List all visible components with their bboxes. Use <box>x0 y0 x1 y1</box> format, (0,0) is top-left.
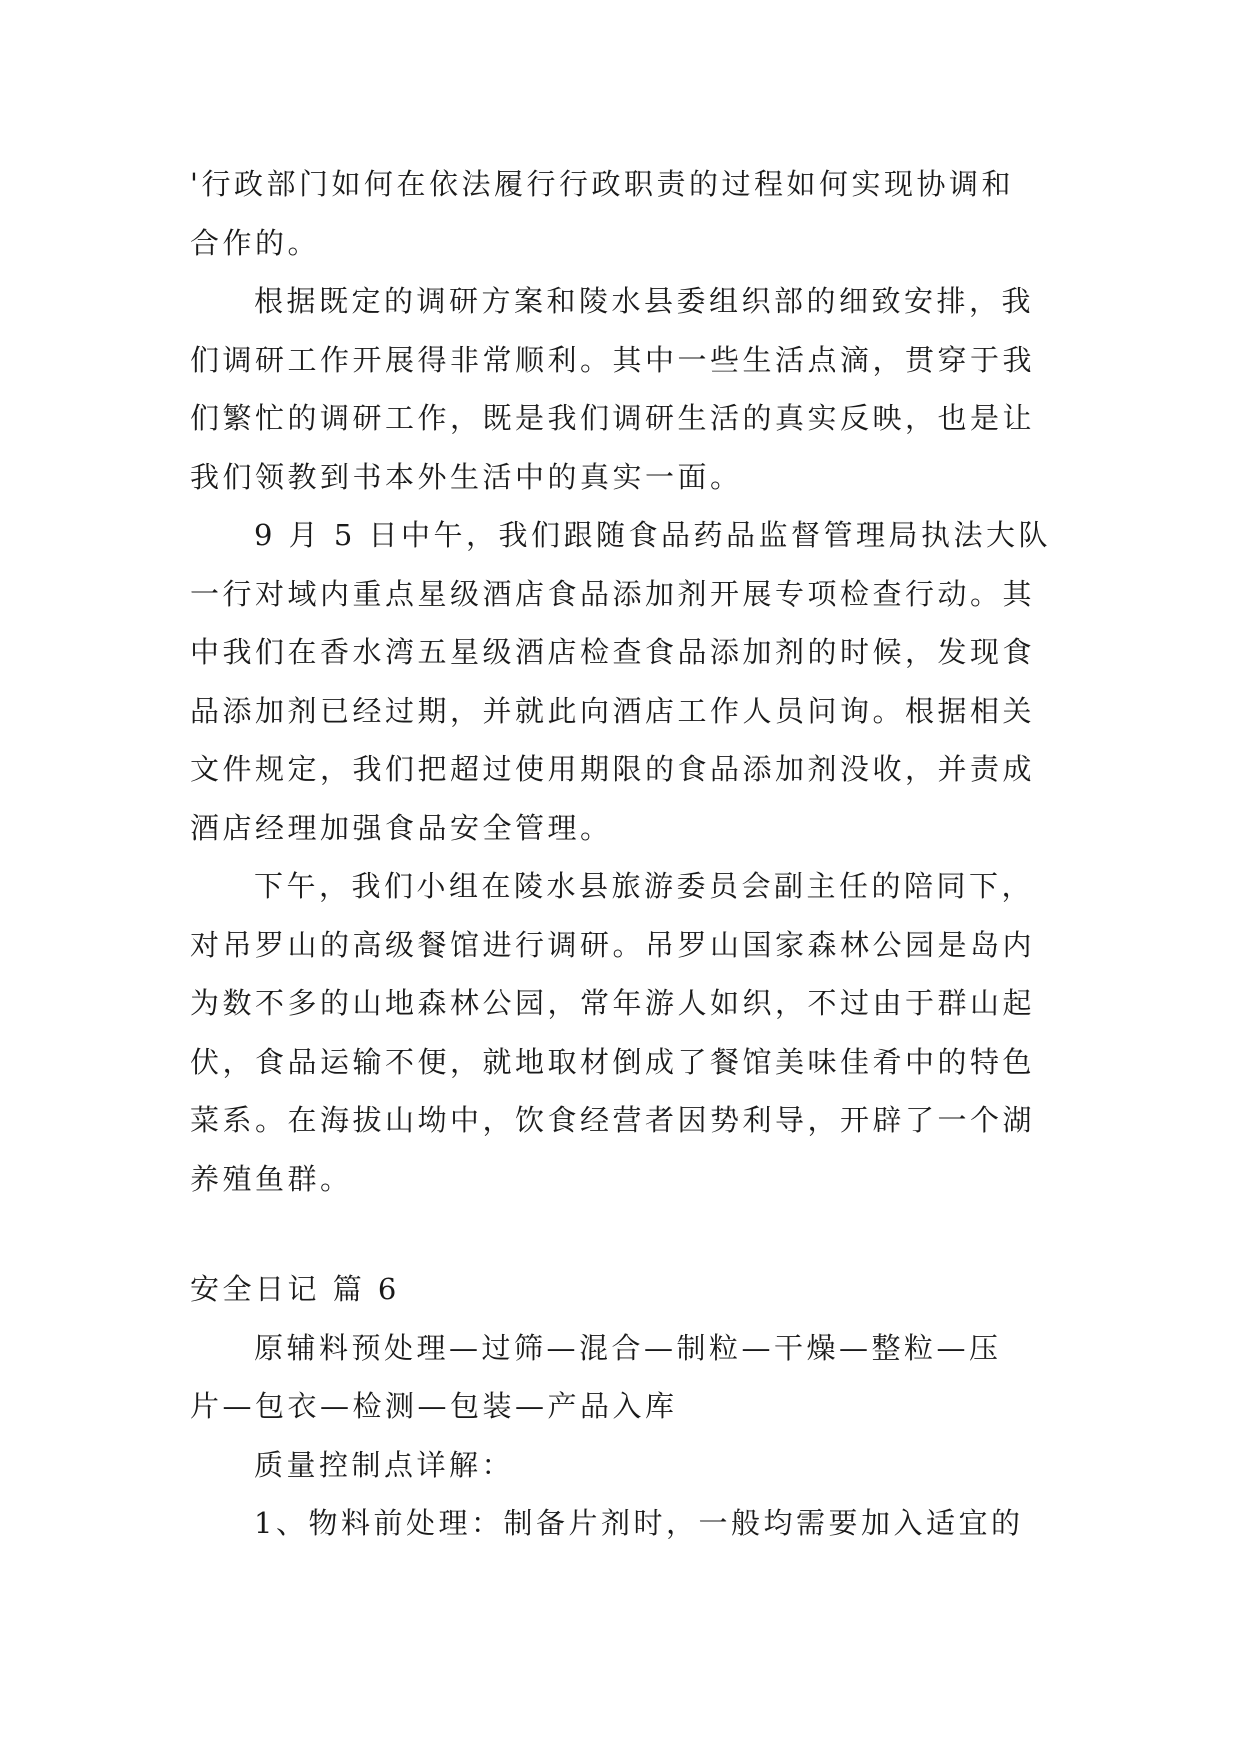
text-line: '行政部门如何在依法履行行政职责的过程如何实现协调和 <box>190 167 1014 201</box>
paragraph <box>190 857 1070 1208</box>
text-line: 中我们在香水湾五星级酒店检查食品添加剂的时候，发现食 <box>190 635 1036 669</box>
text-line: 下午，我们小组在陵水县旅游委员会副主任的陪同下， <box>254 869 1035 903</box>
paragraph <box>190 1319 1070 1436</box>
text-line: 对吊罗山的高级餐馆进行调研。吊罗山国家森林公园是岛内 <box>190 927 1036 962</box>
section-title: 安全日记 篇 6 <box>190 1272 400 1306</box>
text-line: 9 月 5 日中午，我们跟随食品药品监督管理局执法大队 <box>254 518 1052 552</box>
section-spacer <box>190 1208 1070 1260</box>
text-line: 伏，食品运输不便，就地取材倒成了餐馆美味佳肴中的特色 <box>190 1044 1036 1079</box>
text-line: 品添加剂已经过期，并就此向酒店工作人员问询。根据相关 <box>190 693 1036 728</box>
paragraph <box>190 506 1070 857</box>
paragraph <box>190 155 1070 272</box>
paragraph <box>190 1436 1070 1495</box>
text-line: 们调研工作开展得非常顺利。其中一些生活点滴，贯穿于我 <box>190 342 1036 377</box>
text-line: 酒店经理加强食品安全管理。 <box>190 810 613 845</box>
text-line: 1、物料前处理：制备片剂时，一般均需要加入适宜的 <box>254 1506 1024 1540</box>
text-line: 们繁忙的调研工作，既是我们调研生活的真实反映，也是让 <box>190 401 1036 435</box>
text-line: 片—包衣—检测—包装—产品入库 <box>190 1389 678 1423</box>
text-line: 原辅料预处理—过筛—混合—制粒—干燥—整粒—压 <box>254 1330 1002 1365</box>
text-line: 质量控制点详解： <box>254 1447 515 1482</box>
text-line: 文件规定，我们把超过使用期限的食品添加剂没收，并责成 <box>190 752 1036 786</box>
text-line: 养殖鱼群。 <box>190 1161 353 1196</box>
text-line: 菜系。在海拔山坳中，饮食经营者因势利导，开辟了一个湖 <box>190 1103 1036 1137</box>
paragraph <box>190 272 1070 506</box>
paragraph <box>190 1494 1070 1553</box>
text-line: 根据既定的调研方案和陵水县委组织部的细致安排，我 <box>254 284 1035 318</box>
text-line: 一行对域内重点星级酒店食品添加剂开展专项检查行动。其 <box>190 576 1036 611</box>
text-line: 我们领教到书本外生活中的真实一面。 <box>190 459 743 494</box>
text-line: 为数不多的山地森林公园，常年游人如织，不过由于群山起 <box>190 986 1036 1020</box>
text-line: 合作的。 <box>190 225 321 260</box>
document-body <box>190 155 1070 1553</box>
